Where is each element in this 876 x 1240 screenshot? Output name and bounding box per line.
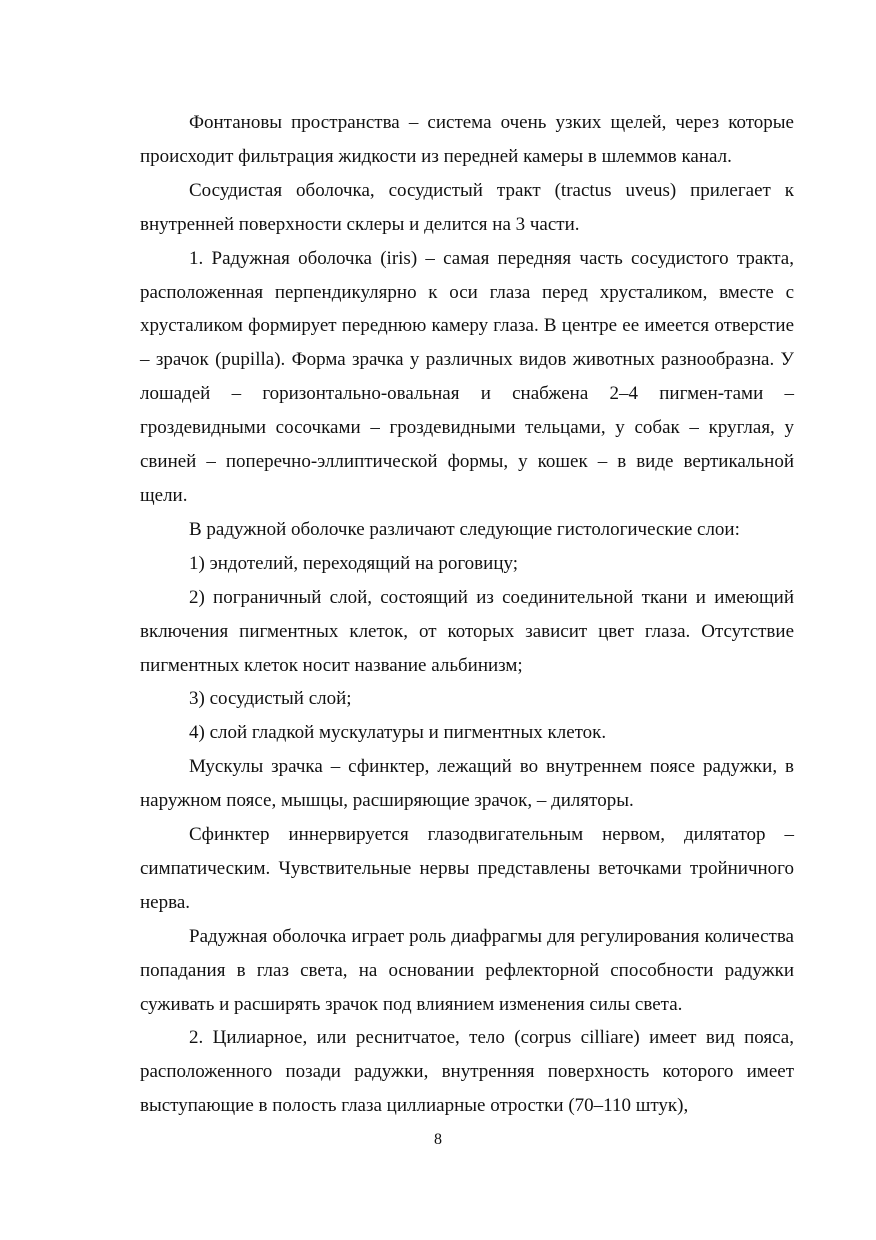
paragraph-iris-layers-intro: В радужной оболочке различают следующие гистологические слои:	[189, 518, 740, 540]
paragraph-vascular-tunic: Сосудистая оболочка, сосудистый тракт (tractus uveus) прилегает к внутренней поверхности склеры и делится на 3 части.	[140, 179, 794, 235]
list-item-layer-3: 3) сосудистый слой;	[189, 688, 352, 710]
list-item-layer-2: 2) пограничный слой, состоящий из соединительной ткани и имеющий включения пигментных клеток, от которых зависит цвет глаза. Отсутствие пигментных клеток носит название альбинизм;	[140, 586, 794, 676]
page-number: 8	[434, 1131, 442, 1148]
list-item-layer-1: 1) эндотелий, переходящий на роговицу;	[189, 552, 519, 574]
list-item-layer-4: 4) слой гладкой мускулатуры и пигментных клеток.	[189, 722, 607, 744]
paragraph-fontana-spaces: Фонтановы пространства – система очень узких щелей, через которые происходит фильтрация жидкости из передней камеры в шлеммов канал.	[140, 112, 794, 167]
page-body	[140, 106, 794, 1123]
paragraph-ciliary-body: 2. Цилиарное, или реснитчатое, тело (corpus cilliare) имеет вид пояса, расположенного позади радужки, внутренняя поверхность которого имеет выступающие в полость глаза циллиарные отростки (70–110 штук),	[140, 1027, 794, 1117]
paragraph-pupil-muscles: Мускулы зрачка – сфинктер, лежащий во внутреннем поясе радужки, в наружном поясе, мышцы, расширяющие зрачок, – диляторы.	[140, 756, 794, 812]
paragraph-iris-diaphragm: Радужная оболочка играет роль диафрагмы для регулирования количества попадания в глаз света, на основании рефлекторной способности радужки суживать и расширять зрачок под влиянием изменения силы света.	[140, 925, 794, 1015]
paragraph-iris: 1. Радужная оболочка (iris) – самая передняя часть сосудистого тракта, расположенная перпендикулярно к оси глаза перед хрусталиком, вместе с хрусталиком формирует переднюю камеру глаза. В центре ее имеется отверстие – зрачок (pupilla). Форма зрачка у различных видов животных разнообразна. У лошадей – горизонтально-овальная и снабжена 2–4 пигмен-тами – гроздевидными сосочками – гроздевидными тельцами, у собак – круглая, у свиней – поперечно-эллиптической формы, у кошек – в виде вертикальной щели.	[140, 247, 794, 506]
paragraph-innervation: Сфинктер иннервируется глазодвигательным нервом, дилятатор – симпатическим. Чувствительные нервы представлены веточками тройничного нерва.	[140, 824, 794, 913]
